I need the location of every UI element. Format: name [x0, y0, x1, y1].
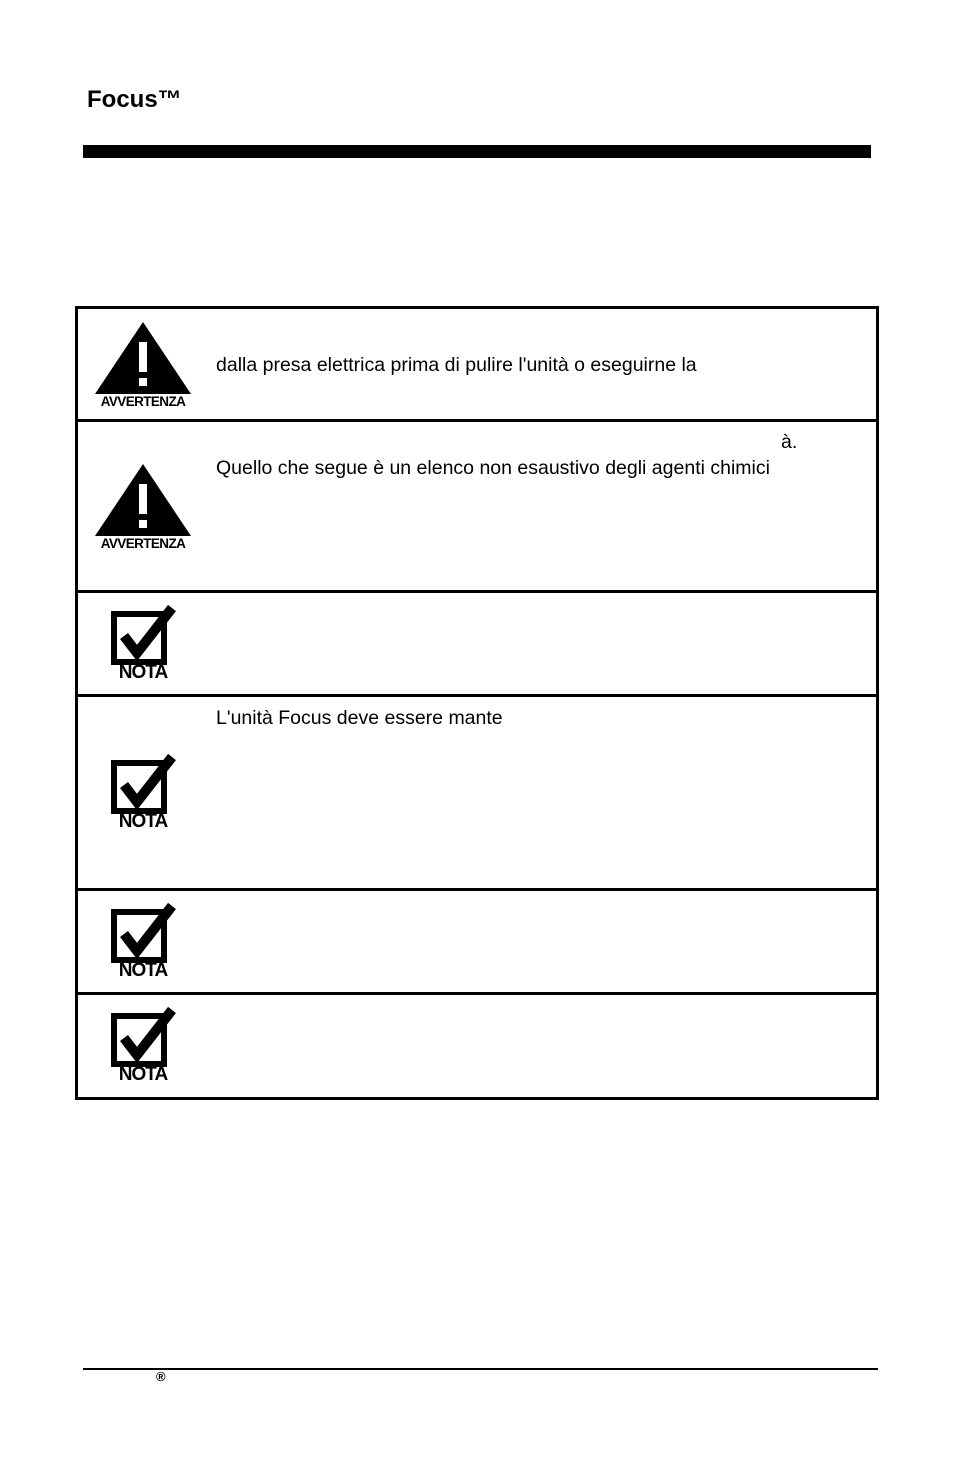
text-line: Quello che segue è un elenco non esaustivo degli agenti chimici: [216, 457, 770, 479]
footer-rule: [83, 1368, 878, 1370]
warning-text: [216, 429, 866, 481]
note-row: [78, 593, 876, 697]
warning-row: [78, 309, 876, 422]
note-text: [216, 705, 866, 731]
note-check-icon: [108, 604, 178, 684]
warning-label: AVVERTENZA: [100, 535, 186, 551]
note-icon-cell: [78, 891, 208, 992]
warning-icon-cell: [78, 422, 208, 590]
note-icon-cell: [78, 593, 208, 694]
note-label: NOTA: [118, 959, 168, 981]
note-label: NOTA: [118, 1064, 168, 1085]
note-label: NOTA: [118, 661, 168, 683]
note-check-icon: [108, 1006, 178, 1086]
note-row: [78, 891, 876, 995]
registered-mark: ®: [156, 1369, 166, 1384]
note-label: NOTA: [118, 810, 168, 832]
header-rule: [83, 145, 871, 158]
note-icon-cell: [78, 995, 208, 1097]
note-check-icon: [108, 753, 178, 833]
warning-icon-cell: [78, 309, 208, 419]
warning-icon: [93, 320, 193, 409]
note-icon-cell: [78, 697, 208, 888]
safety-notes-table: [75, 306, 879, 1100]
note-check-icon: [108, 902, 178, 982]
warning-icon: [93, 462, 193, 551]
text-line: L'unità Focus deve essere mante: [216, 707, 503, 729]
warning-text: [216, 352, 866, 378]
page-header-title: Focus™: [87, 86, 182, 113]
note-row: [78, 697, 876, 891]
warning-label: AVVERTENZA: [100, 393, 186, 409]
warning-row: [78, 422, 876, 593]
note-row: [78, 995, 876, 1097]
text-line: dalla presa elettrica prima di pulire l'unità o eseguirne la: [216, 354, 697, 376]
text-line: à.: [781, 431, 798, 453]
